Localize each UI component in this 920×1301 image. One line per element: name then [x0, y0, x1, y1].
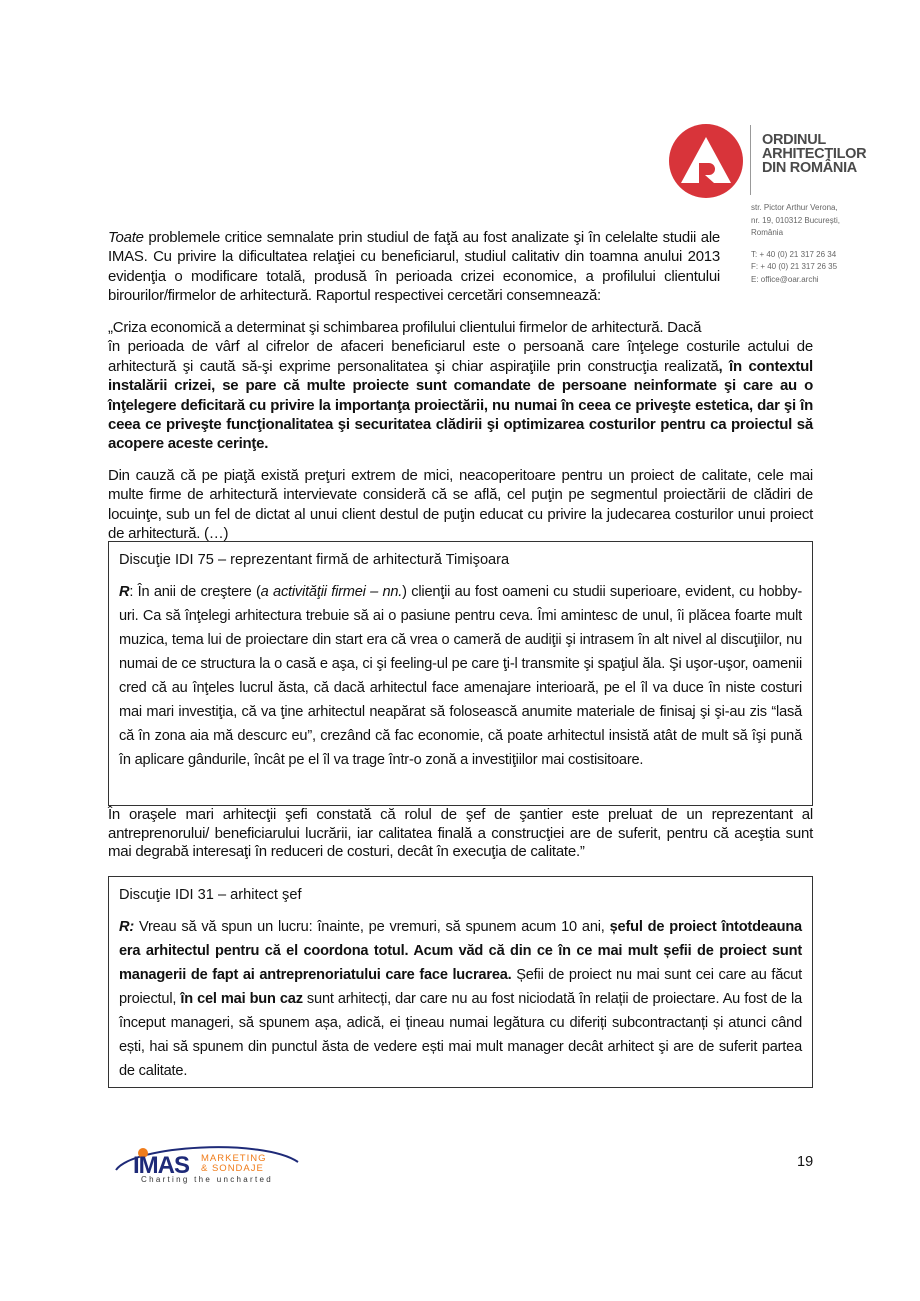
org-name-line: DIN ROMÂNIA [762, 160, 857, 176]
org-address [751, 202, 840, 286]
imas-line: & SONDAJE [201, 1163, 264, 1174]
quote-first-line: „Criza economică a determinat şi schimbarea profilului clientului firmelor de arhitectură. Dacă [108, 319, 702, 336]
email[interactable]: E: office@oar.archi [751, 274, 819, 284]
response-bold: în cel mai bun caz [180, 991, 303, 1007]
paragraph-text: problemele critice semnalate prin studiul de faţă au fost analizate şi în celelalte studii ale IMAS. Cu privire la dificultatea relaţiei cu beneficiarul, studiul calitativ din toamna anului 2013 evidenţia o modificare totală, produsă în perioada crizei economice, a profilului clientului birourilor/firmelor de arhitectură. Raportul respectivei cercetări consemnează: [108, 229, 720, 305]
quote-text: în perioada de vârf al cifrelor de afaceri beneficiarul este o persoană care înţelege costurile actului de arhitectură şi caută să-şi exprime personalitatea şi chiar aspiraţiile prin construcţia realizată [108, 338, 813, 375]
page-number: 19 [797, 1154, 814, 1170]
imas-logo [113, 1140, 303, 1188]
logo-divider [750, 125, 751, 195]
interview-response [119, 580, 802, 772]
response-text: sunt arhitecți, dar care nu au fost niciodată în relații de proiectare. Au fost de la început manageri, să spunem așa, adică, ei țineau numai legătura cu diferiți subcontractanți și atunci când ești, hai să spunem din punctul ăsta de vedere ești mai mult manager decât arhitect şi are de suferit partea de calitate. [119, 991, 803, 1079]
quote-bold-text: , în contextul instalării crizei, se pare că multe proiecte sunt comandate de persoane neinformate şi care au o înţelegere deficitară cu privire la importanţa proiectării, nu numai în ceea ce priveşte estetica, dar şi în ceea ce priveşte funcţionalitatea şi securitatea clădirii şi optimizarea costurilor pentru ca proiectul să acopere aceste cerinţe. [108, 357, 813, 453]
interview-response [119, 915, 802, 1083]
response-label: R: [119, 919, 134, 935]
response-text: Vreau să vă spun un lucru: înainte, pe vremuri, să spunem acum 10 ani, [134, 919, 610, 935]
org-name-line: ORDINUL [762, 132, 826, 148]
intro-paragraph [108, 228, 720, 306]
address-line: România [751, 228, 784, 237]
imas-line: MARKETING [201, 1153, 267, 1164]
oar-logo-icon [668, 123, 744, 199]
interview-box-idi31 [108, 876, 813, 1088]
quote-paragraph [108, 318, 813, 454]
interview-title: Discuţie IDI 75 – reprezentant firmă de arhitectură Timişoara [119, 552, 510, 568]
imas-subtitle [201, 1154, 266, 1174]
fax: F: + 40 (0) 21 317 26 35 [751, 262, 838, 271]
phone: T: + 40 (0) 21 317 26 34 [751, 249, 837, 259]
response-bold: șeful de proiect întotdeauna era arhitectul pentru că el coordona totul. Acum văd că din ce în ce mai mult șefii de proiect sunt managerii de fapt ai antreprenoriatului care face lucrarea. [119, 919, 802, 983]
org-name-line: ARHITECȚILOR [762, 146, 867, 162]
response-label: R [119, 584, 130, 600]
address-line: nr. 19, 010312 București, [751, 215, 840, 225]
interview-title: Discuţie IDI 31 – arhitect şef [119, 887, 302, 903]
imas-tagline: Charting the uncharted [141, 1175, 273, 1184]
italic-text: Toate [108, 229, 144, 246]
response-text: ) clienţii au fost oameni cu studii superioare, evident, cu hobby-uri. Ca să înţelegi arhitectura trebuie să ai o pasiune pentru ceva. Îmi amintesc de unul, îi plăcea foarte mult muzica, tema lui de proiectare din start era că vrea o cameră de audiţii şi intrasem în alt nivel al discuţiilor, nu numai de ce structura la o casă e aşa, ci şi feeling-ul pe care ţi-l transmite şi spaţiul ăla. Şi uşor-uşor, oamenii cred că au înţeles lucrul ăsta, că dacă arhitectul face amenajare interioară, pe el îl va duce în niste costuri mai mari investiţia, că va ţine arhitectul neapărat să folosească anumite materiale de finisaj şi şi-au zis “lasă că în zona aia mă descurc eu”, crezând că fac economie, că poate arhitectul insistă atât de mult să îşi pună în aplicare gândurile, încât pe el îl va trage într-o zonă a investiţiilor mai costisitoare. [119, 584, 802, 768]
org-name [762, 133, 866, 175]
context-paragraph: Din cauză că pe piaţă există preţuri extrem de mici, neacoperitoare pentru un proiect de calitate, cele mai multe firme de arhitectură intervievate consideră că se află, cel puţin pe segmentul proiectării de clădiri de locuinţe, sub un fel de dictat al unui client destul de puţin educat cu privire la judecarea costurilor unui proiect de arhitectură. (…) [108, 467, 813, 543]
address-line: str. Pictor Arthur Verona, [751, 203, 838, 212]
site-manager-paragraph: În oraşele mari arhitecţii şefi constată că rolul de şef de şantier este preluat de un reprezentant al antreprenorului/ beneficiarului lucrării, iar calitatea finală a construcţiei are de suferit, pentru că aceştia sunt mai degrabă interesaţi în reduceri de costuri, decât în execuţia de calitate.” [108, 806, 813, 860]
response-text: Șefii de proiect nu mai sunt cei care au făcut proiectul, [119, 967, 803, 1007]
interview-box-idi75 [108, 541, 813, 806]
response-italic: a activităţii firmei – nn. [260, 584, 403, 600]
imas-logo-text: IMAS [133, 1152, 189, 1179]
response-text: : În anii de creştere ( [129, 584, 261, 600]
oar-logo [668, 123, 744, 199]
